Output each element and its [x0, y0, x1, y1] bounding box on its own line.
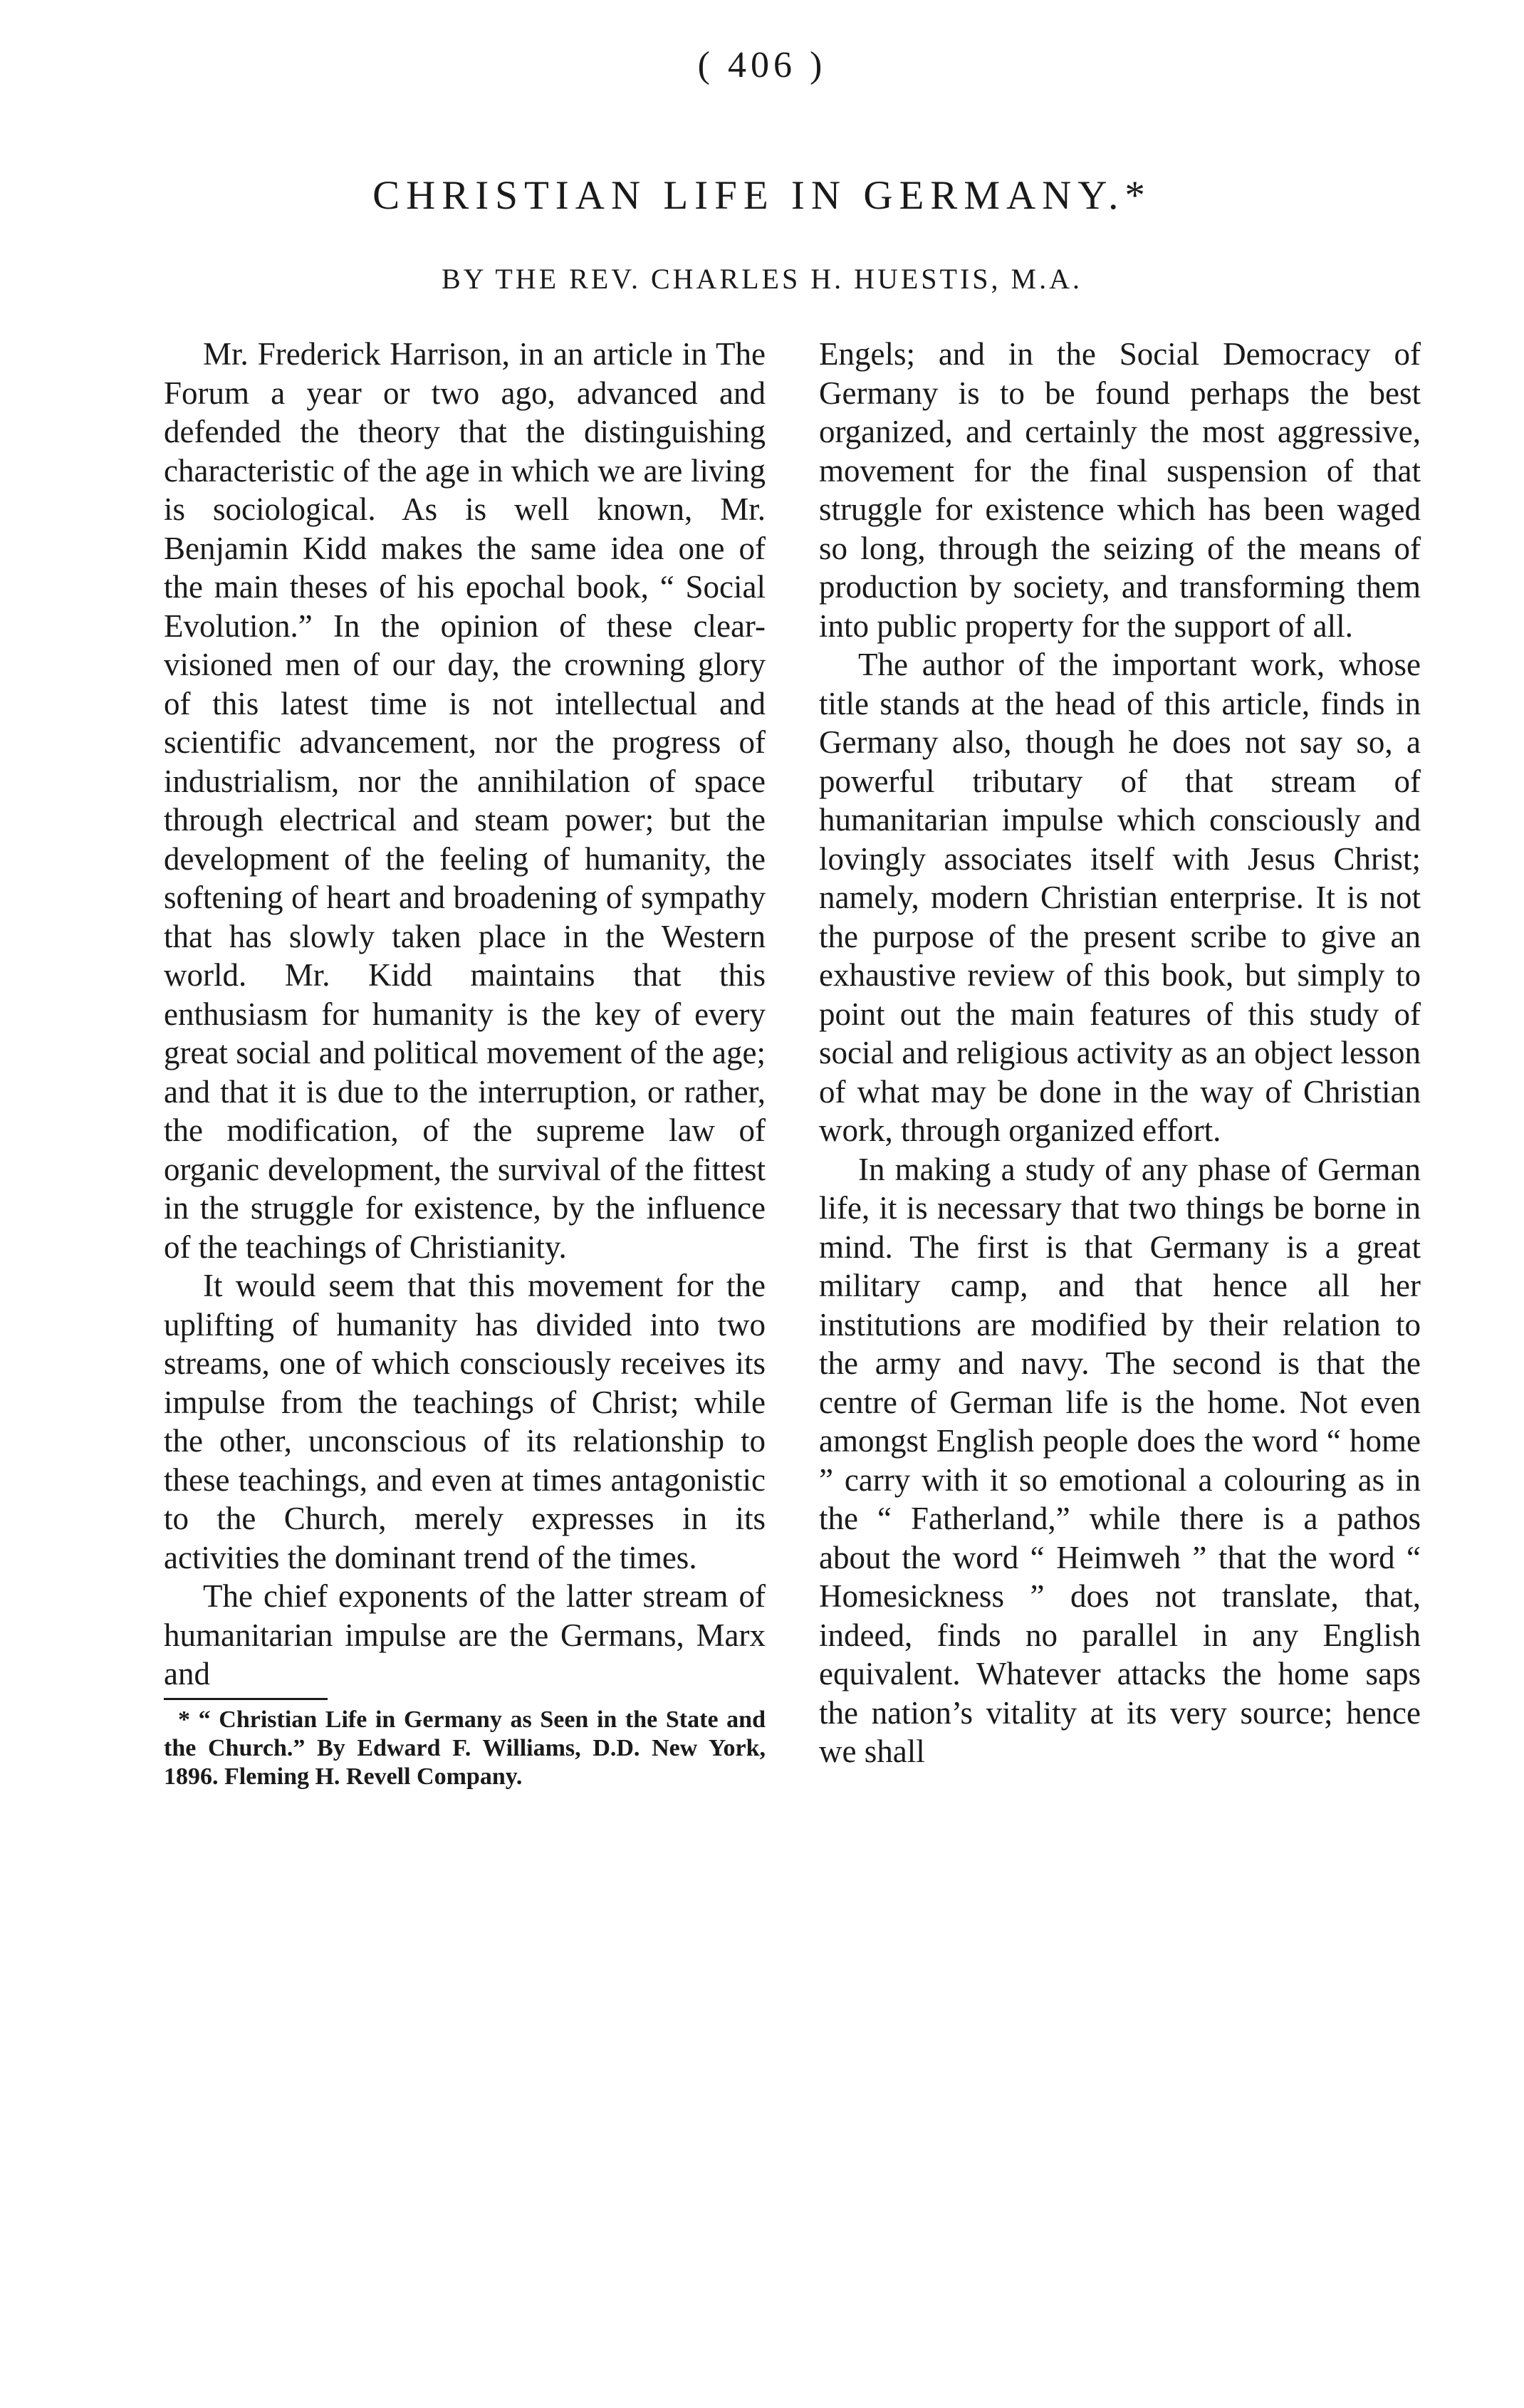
paragraph-2: It would seem that this movement for the uplifting of humanity has divided into two streams, one of which consciously receives its impulse from the teachings of Christ; while the other, unconscious of its relationship to these teachings, and even at times antagonistic to the Church, merely expresses in its activities the dominant trend of the times.	[164, 1268, 766, 1575]
footnote-rule	[164, 1698, 328, 1700]
paragraph-5: In making a study of any phase of German life, it is necessary that two things be borne in mind. The first is that Germany is a great military camp, and that hence all her institutions are modified by their relation to the army and navy. The second is that the centre of German life is the home. Not even amongst English people does the word “ home ” carry with it so emotional a colouring as in the “ Fatherland,” while there is a pathos about the word “ Heimweh ” that the word “ Homesickness ” does not translate, that, indeed, finds no parallel in any English equivalent. Whatever attacks the home saps the nation’s vitality at its very source; hence we shall	[819, 1151, 1421, 1769]
left-column	[164, 335, 766, 1791]
paragraph-1: Mr. Frederick Harrison, in an article in The Forum a year or two ago, advanced and defended the theory that the distinguishing characteristic of the age in which we are living is sociological. As is well known, Mr. Benjamin Kidd makes the same idea one of the main theses of his epochal book, “ Social Evolution.” In the opinion of these clear-visioned men of our day, the crowning glory of this latest time is not intellectual and scientific advancement, nor the progress of industrialism, nor the annihilation of space through electrical and steam power; but the development of the feeling of humanity, the softening of heart and broadening of sympathy that has slowly taken place in the Western world. Mr. Kidd maintains that this enthusiasm for humanity is the key of every great social and political movement of the age; and that it is due to the interruption, or rather, the modification, of the supreme law of organic development, the survival of the fittest in the struggle for existence, by the influence of the teachings of Christianity.	[164, 336, 766, 1265]
article-title: CHRISTIAN LIFE IN GERMANY.*	[372, 173, 1152, 218]
paragraph-4: The author of the important work, whose title stands at the head of this article, finds in Germany also, though he does not say so, a powerful tributary of that stream of humanitarian impulse which consciously and lovingly associates itself with Jesus Christ; namely, modern Christian enterprise. It is not the purpose of the present scribe to give an exhaustive review of this book, but simply to point out the main features of this study of social and religious activity as an object lesson of what may be done in the way of Christian work, through organized effort.	[819, 647, 1421, 1148]
paragraph-3: The chief exponents of the latter stream of humanitarian impulse are the Germans, Marx and	[164, 1578, 766, 1692]
footnote: * “ Christian Life in Germany as Seen in the State and the Church.” By Edward F. Williams, D.D. New York, 1896. Fleming H. Revell Company.	[164, 1706, 766, 1790]
paragraph-3-continued: Engels; and in the Social Democracy of Germany is to be found perhaps the best organized, and certainly the most aggressive, movement for the final suspension of that struggle for existence which has been waged so long, through the seizing of the means of production by society, and transforming them into public property for the support of all.	[819, 336, 1421, 644]
article-byline: BY THE REV. CHARLES H. HUESTIS, M.A.	[442, 263, 1082, 295]
right-column	[819, 335, 1421, 1771]
page-number: ( 406 )	[697, 45, 827, 85]
